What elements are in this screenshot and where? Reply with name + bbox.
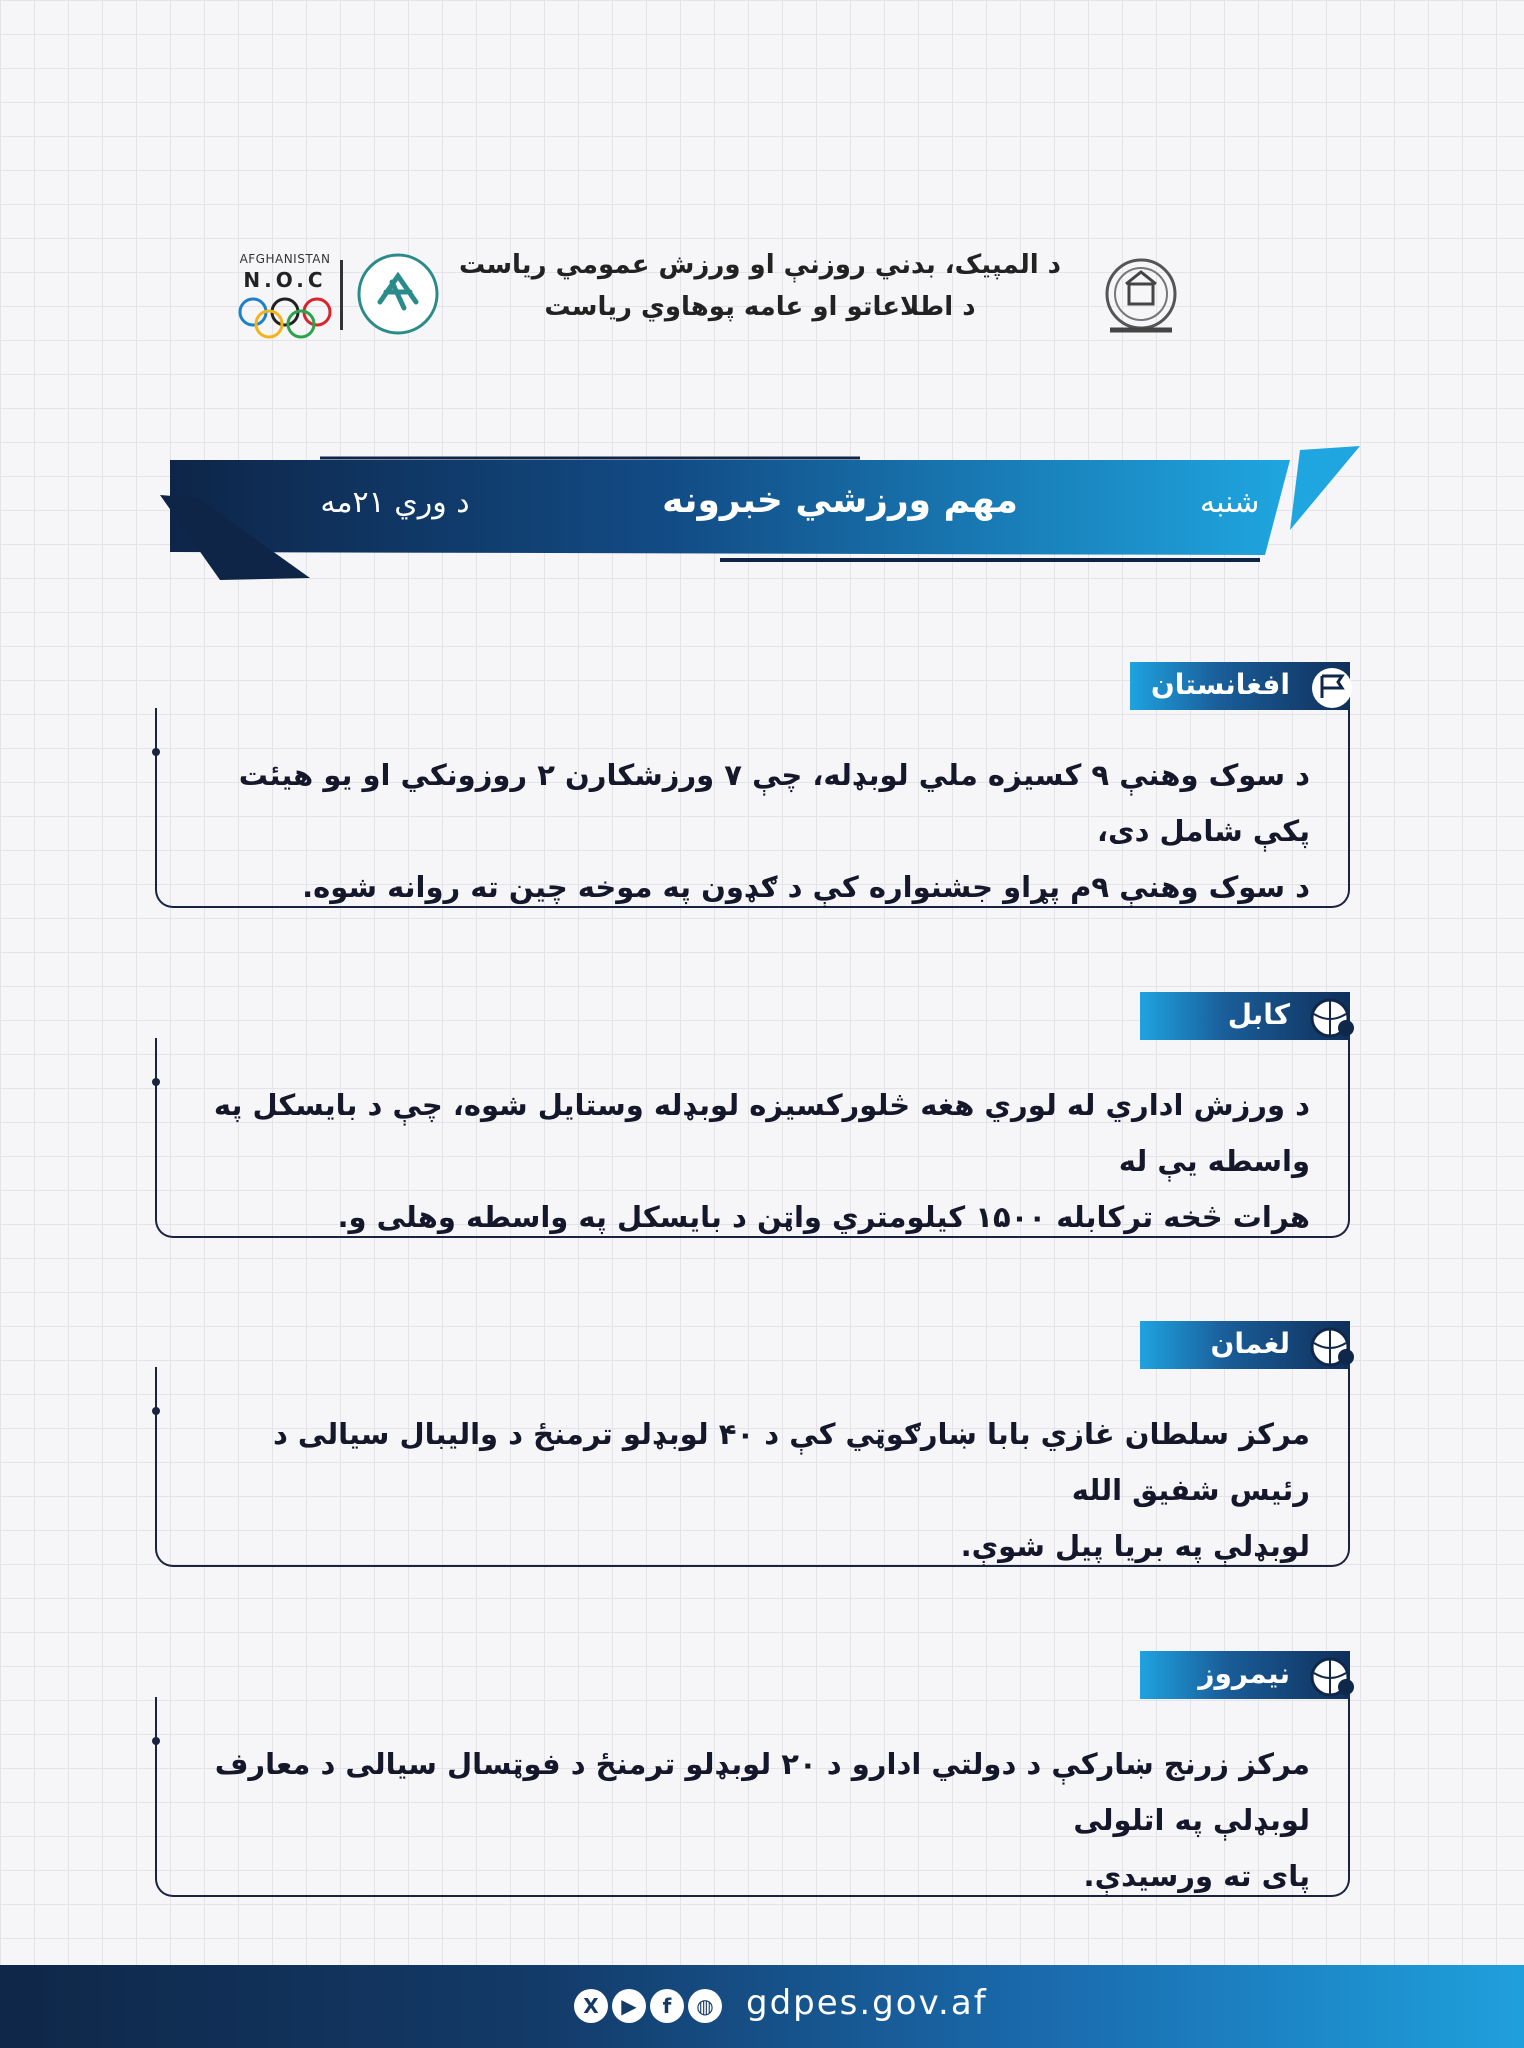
noc-abbr: N.O.C xyxy=(243,268,327,292)
sports-directorate-logo-icon xyxy=(356,252,440,336)
title-banner xyxy=(160,440,1370,590)
national-emblem-icon xyxy=(1096,252,1186,342)
sports-balls-icon xyxy=(1306,1323,1358,1369)
region-label: لغمان xyxy=(1210,1327,1290,1360)
news-text xyxy=(190,1077,1310,1245)
region-tab xyxy=(1140,1651,1350,1699)
banner-title: مهم ورزشي خبرونه xyxy=(662,480,1018,521)
banner-day: شنبه xyxy=(1200,485,1260,520)
olympic-rings-icon xyxy=(237,296,333,340)
sports-balls-icon xyxy=(1306,994,1358,1040)
news-line2: پای ته ورسيدې. xyxy=(1083,1859,1310,1893)
news-line2: لوبډلې په بريا پيل شوې. xyxy=(960,1529,1310,1563)
card-dot xyxy=(152,1407,160,1415)
website-link[interactable]: gdpes.gov.af xyxy=(746,1983,988,2023)
facebook-icon[interactable]: f xyxy=(650,1989,684,2023)
logo-divider xyxy=(340,260,343,330)
region-label: کابل xyxy=(1227,998,1290,1031)
region-label: افغانستان xyxy=(1150,668,1290,701)
noc-logo xyxy=(230,252,340,342)
noc-country: AFGHANISTAN xyxy=(239,252,331,266)
header-title-line1: د المپيک، بدني روزنې او ورزش عمومي رياست xyxy=(458,250,1062,280)
header-title-line2: د اطلاعاتو او عامه پوهاوي رياست xyxy=(544,292,976,322)
x-icon[interactable]: X xyxy=(574,1989,608,2023)
news-line1: مرکز سلطان غازي بابا ښارګوټي کې د ۴۰ لوبډلو ترمنځ د واليبال سيالی د رئيس شفيق الله xyxy=(272,1417,1310,1507)
region-tab xyxy=(1130,662,1350,710)
card-dot xyxy=(152,1737,160,1745)
region-tab xyxy=(1140,1321,1350,1369)
news-line2: د سوک وهنې ۹م پړاو جشنواره کې د ګډون په موخه چين ته روانه شوه. xyxy=(302,870,1310,904)
news-text xyxy=(190,747,1310,915)
card-dot xyxy=(152,748,160,756)
sports-balls-icon xyxy=(1306,1653,1358,1699)
flag-icon xyxy=(1306,664,1358,710)
region-tab xyxy=(1140,992,1350,1040)
youtube-icon[interactable]: ▶ xyxy=(612,1989,646,2023)
footer xyxy=(0,1965,1524,2048)
header xyxy=(0,240,1524,360)
web-icon[interactable]: ◍ xyxy=(688,1989,722,2023)
card-dot xyxy=(152,1078,160,1086)
header-title xyxy=(440,250,1080,322)
news-line1: مرکز زرنج ښارکې د دولتي ادارو د ۲۰ لوبډلو ترمنځ د فوټسال سيالی د معارف لوبډلې په اتلولی xyxy=(214,1747,1310,1837)
news-text xyxy=(190,1406,1310,1574)
region-label: نيمروز xyxy=(1198,1657,1290,1690)
banner-date: د وري ۲۱مه xyxy=(320,485,470,520)
news-text xyxy=(190,1736,1310,1904)
news-line1: د ورزش اداري له لوري هغه څلورکسيزه لوبډله وستايل شوه، چې د بايسکل په واسطه يې له xyxy=(213,1088,1310,1178)
news-line1: د سوک وهنې ۹ کسيزه ملي لوبډله، چې ۷ ورزشکارن ۲ روزونکي او يو هيئت پکې شامل دی، xyxy=(238,758,1310,848)
news-line2: هرات څخه ترکابله ۱۵۰۰ کيلومتري واټن د بايسکل په واسطه وهلی و. xyxy=(337,1200,1310,1234)
